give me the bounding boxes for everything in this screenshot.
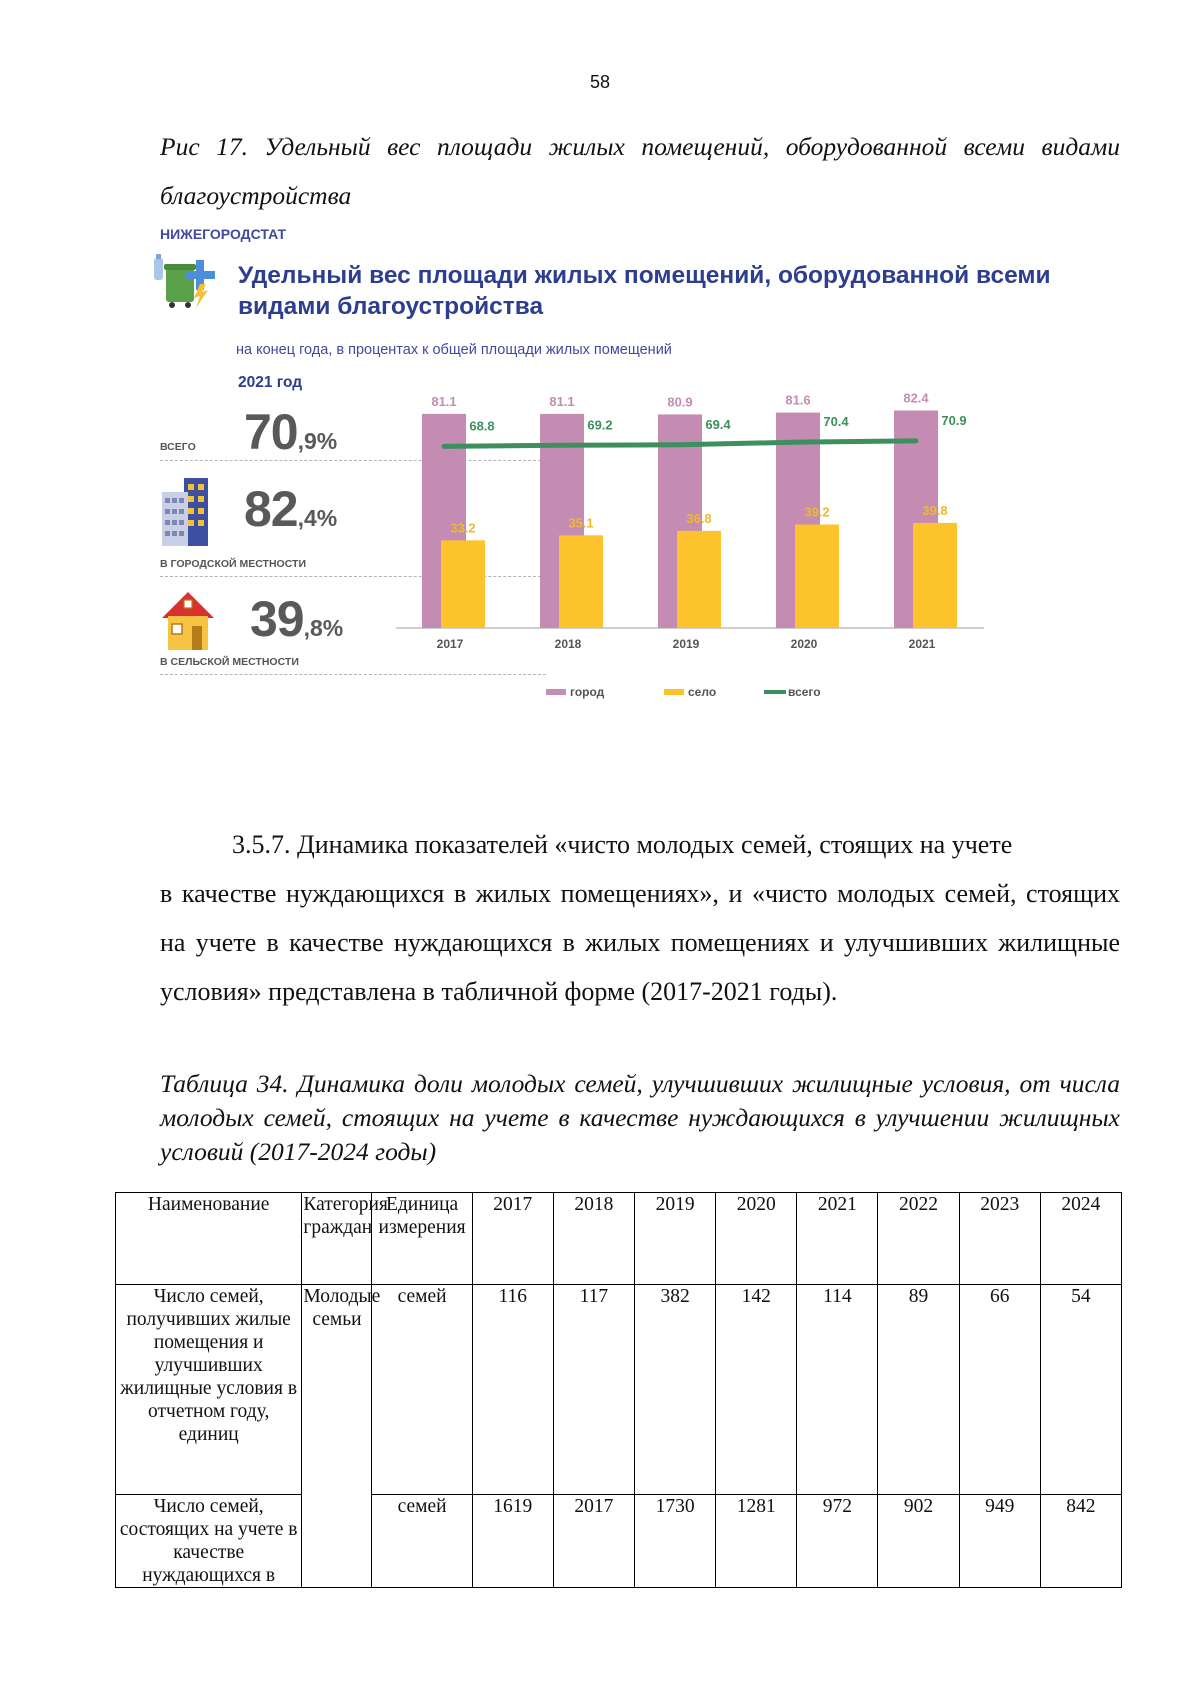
- legend-label-0: город: [570, 685, 605, 699]
- table-row: [116, 1495, 1122, 1588]
- value-cell: 66: [959, 1285, 1040, 1495]
- category-cell: Молодые семьи: [302, 1285, 372, 1588]
- value-cell: 972: [797, 1495, 878, 1588]
- data-label-total: 70.4: [823, 414, 849, 430]
- value-cell: 1730: [634, 1495, 715, 1588]
- org-name: НИЖЕГОРОДСТАТ: [160, 226, 287, 242]
- data-label-city: 80.9: [667, 394, 693, 410]
- bar-rural: [913, 523, 957, 628]
- value-cell: 902: [878, 1495, 959, 1588]
- value-cell: 1619: [472, 1495, 553, 1588]
- stat-rural-value: 39,8%: [250, 591, 344, 647]
- data-label-city: 81.1: [431, 393, 457, 409]
- data-label-rural: 39.8: [922, 502, 948, 518]
- header-cell: 2019: [634, 1193, 715, 1285]
- data-label-total: 68.8: [469, 418, 495, 434]
- value-cell: 949: [959, 1495, 1040, 1588]
- data-label-total: 70.9: [941, 412, 967, 428]
- header-cell: Единица измерения: [372, 1193, 472, 1285]
- unit-cell: семей: [372, 1285, 472, 1495]
- header-cell: 2021: [797, 1193, 878, 1285]
- value-cell: 382: [634, 1285, 715, 1495]
- bar-rural: [795, 525, 839, 628]
- header-cell: 2017: [472, 1193, 553, 1285]
- legend-swatch-1: [664, 689, 684, 695]
- bar-rural: [559, 535, 603, 628]
- page-number: 58: [589, 72, 611, 92]
- figure-caption: Рис 17. Удельный вес площади жилых помещений, оборудованной всеми видами благоустройства: [160, 132, 1120, 210]
- header-cell: Категория граждан: [302, 1193, 372, 1285]
- table-header-row: [116, 1193, 1122, 1285]
- infographic: [152, 220, 1082, 780]
- bar-rural: [441, 540, 485, 628]
- value-cell: 2017: [553, 1495, 634, 1588]
- data-label-total: 69.4: [705, 416, 731, 432]
- stat-total-value: 70,9%: [244, 404, 338, 460]
- data-label-city: 81.6: [785, 392, 811, 408]
- data-label-rural: 36.8: [686, 510, 712, 526]
- paragraph-rest: в качестве нуждающихся в жилых помещениях», и «чисто молодых семей, стоящих на учете в качестве нуждающихся в жилых помещениях и улучшивших жилищные условия» представлена в табличной форме (2017-2021 годы).: [160, 879, 1120, 1006]
- paragraph-first-line: 3.5.7. Динамика показателей «чисто молодых семей, стоящих на учете: [232, 830, 1013, 859]
- stat-total-label: ВСЕГО: [160, 441, 196, 453]
- year-label: 2021 год: [238, 374, 303, 391]
- header-cell: 2023: [959, 1193, 1040, 1285]
- header-cell: Наименование: [116, 1193, 302, 1285]
- x-tick-label: 2018: [554, 637, 582, 651]
- value-cell: 117: [553, 1285, 634, 1495]
- header-cell: 2024: [1040, 1193, 1121, 1285]
- value-cell: 1281: [716, 1495, 797, 1588]
- header-cell: 2020: [716, 1193, 797, 1285]
- row-name-cell: Число семей, состоящих на учете в качестве нуждающихся в: [116, 1495, 302, 1588]
- row-name-cell: Число семей, получивших жилые помещения и улучшивших жилищные условия в отчетном году, единиц: [116, 1285, 302, 1495]
- stat-rural-label: В СЕЛЬСКОЙ МЕСТНОСТИ: [160, 656, 299, 668]
- data-label-rural: 39.2: [804, 504, 830, 520]
- x-tick-label: 2019: [672, 637, 700, 651]
- data-label-city: 82.4: [903, 390, 929, 406]
- legend-label-2: всего: [788, 685, 821, 699]
- infographic-subtitle: на конец года, в процентах к общей площади жилых помещений: [236, 342, 672, 358]
- value-cell: 89: [878, 1285, 959, 1495]
- value-cell: 142: [716, 1285, 797, 1495]
- header-cell: 2022: [878, 1193, 959, 1285]
- stat-city-label: В ГОРОДСКОЙ МЕСТНОСТИ: [160, 558, 306, 570]
- stat-city-value: 82,4%: [244, 481, 338, 537]
- x-tick-label: 2020: [790, 637, 818, 651]
- data-table: [115, 1192, 1122, 1588]
- value-cell: 842: [1040, 1495, 1121, 1588]
- infographic-title: Удельный вес площади жилых помещений, оборудованной всеми видами благоустройства: [238, 262, 1051, 320]
- data-label-rural: 33.2: [450, 520, 476, 536]
- table-caption: Таблица 34. Динамика доли молодых семей, улучшивших жилищные условия, от числа молодых семей, стоящих на учете в качестве нуждающихся в улучшении жилищных условий (2017-2024 годы): [160, 1069, 1120, 1166]
- value-cell: 116: [472, 1285, 553, 1495]
- header-cell: 2018: [553, 1193, 634, 1285]
- data-label-city: 81.1: [549, 393, 575, 409]
- x-tick-label: 2021: [908, 637, 936, 651]
- legend-swatch-0: [546, 689, 566, 695]
- table-row: [116, 1285, 1122, 1495]
- legend-label-1: село: [688, 685, 717, 699]
- data-label-rural: 35.1: [568, 515, 594, 531]
- body-paragraph: [160, 820, 1120, 1016]
- data-label-total: 69.2: [587, 417, 613, 433]
- value-cell: 54: [1040, 1285, 1121, 1495]
- bar-line-chart: [152, 220, 1082, 780]
- value-cell: 114: [797, 1285, 878, 1495]
- x-tick-label: 2017: [436, 637, 464, 651]
- unit-cell: семей: [372, 1495, 472, 1588]
- bar-rural: [677, 531, 721, 628]
